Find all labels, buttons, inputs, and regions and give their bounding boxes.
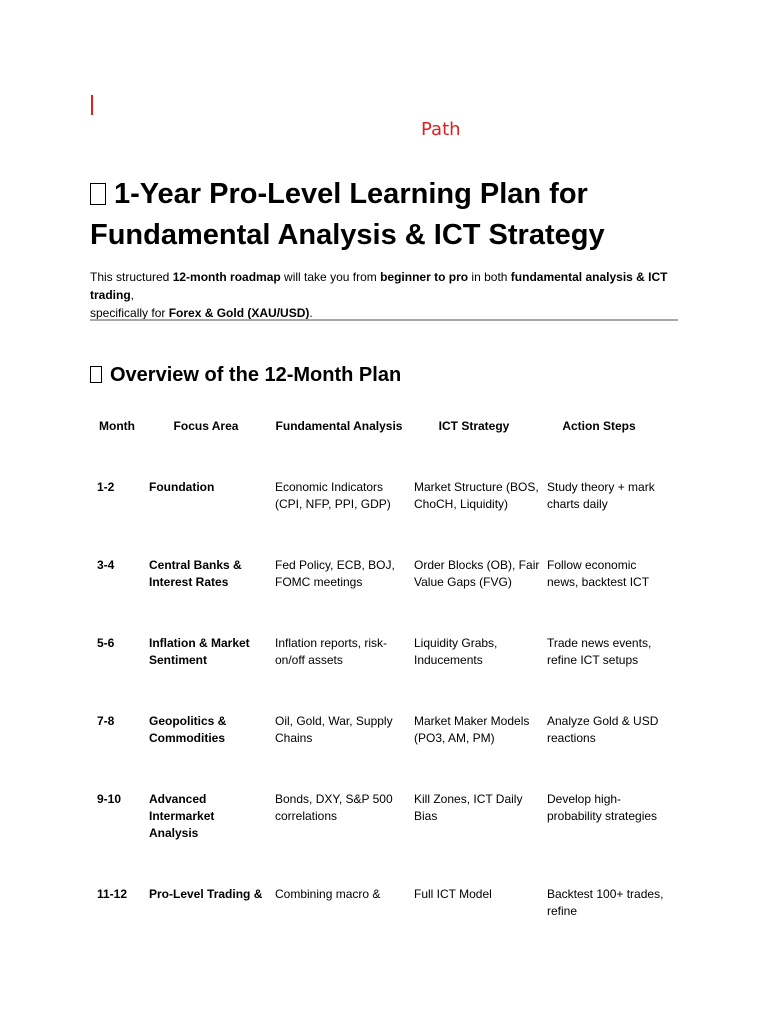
page-title (90, 174, 690, 256)
intro-paragraph (90, 268, 690, 322)
cell-month: 5-6 (97, 636, 115, 650)
cell-action-steps: Trade news events, refine ICT setups (547, 636, 652, 667)
cell-focus-area: Central Banks & Interest Rates (149, 558, 242, 589)
cell-fundamental-analysis: Inflation reports, risk-on/off assets (275, 636, 388, 667)
header-focus-area: Focus Area (173, 419, 239, 433)
cell-month: 3-4 (97, 558, 115, 572)
missing-glyph-icon (90, 366, 102, 383)
cell-ict-strategy: Kill Zones, ICT Daily Bias (414, 792, 523, 823)
cell-focus-area: Pro-Level Trading & (149, 887, 263, 901)
text-cursor-mark (91, 95, 93, 115)
section-title-text: Overview of the 12-Month Plan (110, 364, 402, 386)
cell-focus-area: Advanced Intermarket Analysis (149, 792, 215, 840)
cell-action-steps: Develop high-probability strategies (547, 792, 658, 823)
cell-fundamental-analysis: Oil, Gold, War, Supply Chains (275, 714, 393, 745)
cell-focus-area: Foundation (149, 480, 215, 494)
cell-month: 9-10 (97, 792, 122, 806)
header-fundamental-analysis: Fundamental Analysis (275, 419, 403, 433)
cell-action-steps: Follow economic news, backtest ICT (547, 558, 650, 589)
cell-fundamental-analysis: Bonds, DXY, S&P 500 correlations (275, 792, 393, 823)
intro-text: . (309, 306, 313, 320)
cell-focus-area: Inflation & Market Sentiment (149, 636, 250, 667)
intro-text: , (130, 288, 135, 302)
cell-month: 1-2 (97, 480, 115, 494)
intro-text: will take you from (280, 270, 381, 284)
cell-action-steps: Backtest 100+ trades, refine (547, 887, 664, 918)
intro-text: specifically for (90, 306, 169, 320)
cell-focus-area: Geopolitics & Commodities (149, 714, 227, 745)
cell-action-steps: Study theory + mark charts daily (547, 480, 655, 511)
intro-text: This structured (90, 270, 173, 284)
path-label: Path (421, 119, 461, 140)
cell-month: 7-8 (97, 714, 115, 728)
cell-ict-strategy: Market Structure (BOS, ChoCH, Liquidity) (414, 480, 539, 511)
cell-fundamental-analysis: Economic Indicators (CPI, NFP, PPI, GDP) (275, 480, 391, 511)
cell-ict-strategy: Full ICT Model (414, 887, 492, 901)
header-month: Month (99, 419, 135, 433)
cell-fundamental-analysis: Fed Policy, ECB, BOJ, FOMC meetings (275, 558, 395, 589)
page-title-line-1: 1-Year Pro-Level Learning Plan for (114, 178, 588, 210)
intro-text: in both (468, 270, 511, 284)
missing-glyph-icon (90, 183, 106, 205)
cell-fundamental-analysis: Combining macro & (275, 887, 381, 901)
header-ict-strategy: ICT Strategy (438, 419, 510, 433)
intro-bold: beginner to pro (380, 270, 469, 284)
cell-ict-strategy: Market Maker Models (PO3, AM, PM) (414, 714, 530, 745)
cell-ict-strategy: Order Blocks (OB), Fair Value Gaps (FVG) (414, 558, 540, 589)
cell-ict-strategy: Liquidity Grabs, Inducements (414, 636, 498, 667)
intro-bold: Forex & Gold (XAU/USD) (168, 306, 310, 320)
cell-action-steps: Analyze Gold & USD reactions (547, 714, 659, 745)
cell-month: 11-12 (97, 887, 128, 901)
section-title (90, 362, 401, 388)
intro-bold: fundamental analysis & ICT trading (90, 270, 668, 302)
horizontal-divider (90, 319, 678, 321)
page-title-line-2: Fundamental Analysis & ICT Strategy (90, 219, 605, 251)
header-action-steps: Action Steps (562, 419, 636, 433)
intro-bold: 12-month roadmap (172, 270, 281, 284)
